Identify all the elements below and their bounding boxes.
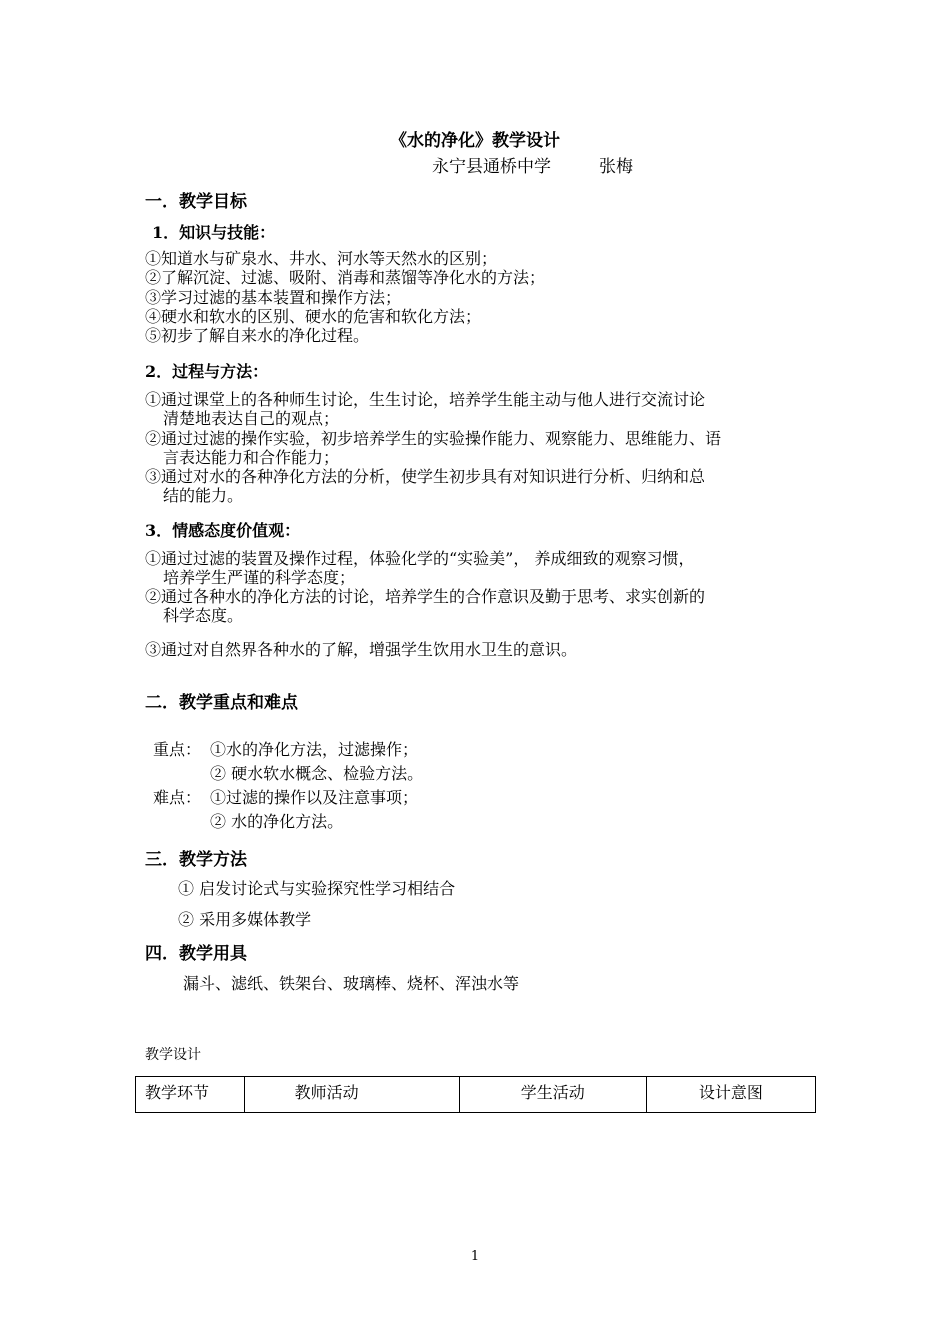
list-item: ⑤初步了解自来水的净化过程。: [145, 326, 370, 345]
section-heading-objectives: 一．教学目标: [145, 192, 247, 212]
subheading-knowledge: 1．知识与技能：: [152, 223, 276, 242]
list-item-continuation: 科学态度。: [163, 606, 244, 625]
difficult-point-item: ①过滤的操作以及注意事项；: [210, 788, 419, 807]
author-school: 永宁县通桥中学: [432, 157, 551, 177]
list-item-continuation: 结的能力。: [163, 486, 244, 505]
list-item: ③通过对自然界各种水的了解，增强学生饮用水卫生的意识。: [145, 640, 578, 659]
method-item: ② 采用多媒体教学: [178, 910, 312, 929]
list-item-continuation: 言表达能力和合作能力；: [163, 448, 340, 467]
table-header-row: [136, 1077, 816, 1113]
list-item: ④硬水和软水的区别、硬水的危害和软化方法；: [145, 307, 482, 326]
teaching-design-table: [135, 1076, 816, 1113]
difficult-point-item: ② 水的净化方法。: [210, 812, 344, 831]
method-item: ① 启发讨论式与实验探究性学习相结合: [178, 879, 456, 898]
list-item: ①通过过滤的装置及操作过程，体验化学的“实验美”， 养成细致的观察习惯，: [145, 549, 695, 568]
author-line: [432, 152, 633, 177]
list-item: ③学习过滤的基本装置和操作方法；: [145, 288, 402, 307]
subheading-process: 2．过程与方法：: [145, 362, 269, 381]
list-item: ③通过对水的各种净化方法的分析，使学生初步具有对知识进行分析、归纳和总: [145, 467, 706, 486]
key-point-item: ①水的净化方法，过滤操作；: [210, 740, 419, 759]
table-header-cell: 教师活动: [244, 1077, 459, 1113]
key-points-label: 重点：: [153, 740, 202, 759]
list-item-continuation: 培养学生严谨的科学态度；: [163, 568, 356, 587]
subheading-attitude: 3．情感态度价值观：: [145, 521, 301, 540]
list-item: ②通过各种水的净化方法的讨论，培养学生的合作意识及勤于思考、求实创新的: [145, 587, 706, 606]
list-item: ②通过过滤的操作实验，初步培养学生的实验操作能力、观察能力、思维能力、语: [145, 429, 722, 448]
section-heading-methods: 三．教学方法: [145, 850, 247, 870]
difficult-points-label: 难点：: [153, 788, 202, 807]
list-item: ②了解沉淀、过滤、吸附、消毒和蒸馏等净化水的方法；: [145, 268, 546, 287]
page-number: 1: [470, 1249, 480, 1264]
key-point-item: ② 硬水软水概念、检验方法。: [210, 764, 424, 783]
table-header-cell: 设计意图: [646, 1077, 815, 1113]
list-item-continuation: 清楚地表达自己的观点；: [163, 409, 340, 428]
author-name: 张梅: [599, 157, 633, 177]
table-header-cell: 教学环节: [136, 1077, 245, 1113]
list-item: ①知道水与矿泉水、井水、河水等天然水的区别；: [145, 249, 498, 268]
section-heading-key-points: 二．教学重点和难点: [145, 693, 298, 713]
document-title: 《水的净化》教学设计: [390, 131, 560, 151]
tools-list: 漏斗、滤纸、铁架台、玻璃棒、烧杯、浑浊水等: [183, 974, 520, 993]
table-header-cell: 学生活动: [459, 1077, 646, 1113]
list-item: ①通过课堂上的各种师生讨论，生生讨论，培养学生能主动与他人进行交流讨论: [145, 390, 706, 409]
section-heading-tools: 四．教学用具: [145, 944, 247, 964]
design-label: 教学设计: [145, 1047, 201, 1063]
